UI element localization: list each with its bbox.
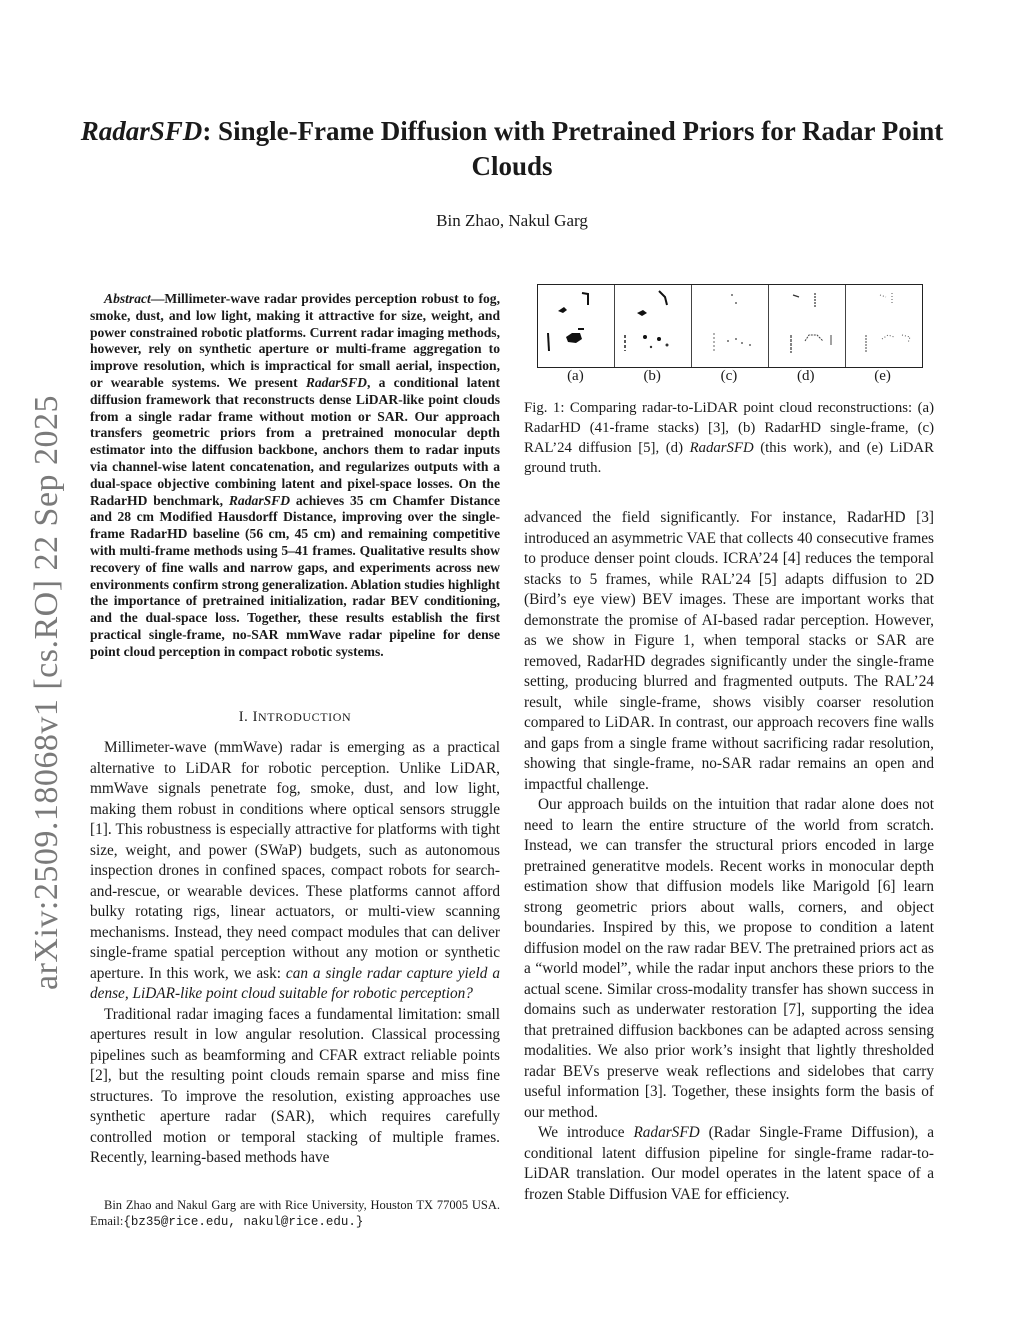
right-column-body — [524, 508, 934, 1205]
right-paragraph-3-text-1: We introduce — [538, 1124, 634, 1141]
right-paragraph-3-text-2: (Radar Single-Frame Diffusion), a conditional latent diffusion pipeline for single-frame radar-to-LiDAR translation. Our model operates in the latent space of a frozen Stable Diffusion VAE for efficiency. — [524, 1124, 935, 1203]
panel-b-point-cloud — [615, 285, 691, 367]
right-paragraph-3-method-name: RadarSFD — [633, 1124, 700, 1141]
figure-panel-b — [615, 285, 692, 367]
footnote-text: Bin Zhao and Nakul Garg are with Rice University, Houston TX 77005 USA. Email: — [90, 1198, 500, 1228]
arxiv-identifier: arXiv:2509.18068v1 [cs.RO] 22 Sep 2025 — [28, 394, 65, 990]
paper-title — [80, 114, 944, 184]
figure-1-sublabels — [537, 368, 921, 385]
sublabel-a: (a) — [567, 368, 584, 384]
intro-research-question: can a single radar capture yield a dense, LiDAR-like point cloud suitable for robotic perception? — [90, 964, 500, 1002]
panel-a-point-cloud — [538, 285, 614, 367]
figure-panel-d — [769, 285, 846, 367]
intro-paragraph-2: Traditional radar imaging faces a fundamental limitation: small apertures result in low angular resolution. Classical processing pipelines such as beamforming and CFAR extract reliable points [2], but the resulting point clouds remain sparse and miss fine structures. To improve the resolution, existing approaches use synthetic aperture radar (SAR), which requires carefully controlled motion or temporal stacking of multiple frames. Recently, learning-based methods have — [90, 1005, 500, 1166]
abstract-text-2: , a conditional latent diffusion framework that reconstructs dense LiDAR-like point clouds from a single radar frame without motion or SAR. Our approach transfers geometric priors from a pretrained monocular depth estimator into the diffusion backbone, anchors them to radar inputs via channel-wise latent concatenation, and regularizes outputs with a dual-space objective combining latent and pixel-space losses. On the RadarHD benchmark, — [90, 374, 500, 508]
panel-e-point-cloud — [846, 285, 922, 367]
caption-text-2: (this work), and (e) LiDAR ground truth. — [524, 440, 934, 476]
sublabel-b: (b) — [643, 368, 661, 384]
panel-d-point-cloud — [769, 285, 845, 367]
affiliation-footnote — [90, 1197, 500, 1230]
caption-method-name: RadarSFD — [689, 440, 754, 456]
right-paragraph-2: Our approach builds on the intuition that radar alone does not need to learn the entire structure of the world from scratch. Instead, we can transfer the structural priors encoded in large pretrained generatitve models. Recent works in monocular depth estimation show that diffusion models like Marigold [6] learn strong geometric priors about walls, corners, and object boundaries. Inspired by this, we propose to condition a latent diffusion model on the raw radar BEV. The pretrained priors act as a “world model”, while the radar input anchors these priors to the actual scene. Similar cross-modality transfer has shown success in domains such as underwater restoration [7], supporting the idea that pretrained diffusion backbones can be adapted across sensing modalities. We also prior work’s insight that lightly thresholded radar BEVs preserve weak reflections and sidelobes that carry useful information [3]. Together, these insights form the basis of our method. — [524, 796, 934, 1121]
section-first-letter: I — [252, 709, 259, 725]
section-rest-caps: NTRODUCTION — [258, 710, 352, 724]
title-rest: : Single-Frame Diffusion with Pretrained Priors for Radar Point Clouds — [202, 116, 944, 181]
figure-panel-e — [846, 285, 922, 367]
abstract-dash: — — [150, 291, 165, 306]
section-heading-introduction — [90, 709, 500, 726]
abstract-text-3: achieves 35 cm Chamfer Distance and 28 cm Modified Hausdorff Distance, improving over the single-frame RadarHD baseline (56 cm, 45 cm) and remaining competitive with multi-frame methods using 5–41 frames. Qualitative results show recovery of fine walls and narrow gaps, and experiments across new environments confirm strong generalization. Ablation studies highlight the importance of pretrained initialization, radar BEV conditioning, and the dual-space loss. Together, these results establish the first practical single-frame, no-SAR mmWave radar pipeline for dense point cloud perception in compact robotic systems. — [90, 492, 500, 659]
abstract-method-name-2: RadarSFD — [228, 492, 291, 508]
intro-paragraph-1 — [90, 738, 500, 1005]
abstract-method-name-1: RadarSFD — [305, 374, 368, 390]
sublabel-c: (c) — [720, 368, 738, 384]
right-paragraph-1: advanced the field significantly. For instance, RadarHD [3] introduced an asymmetric VAE that collects 40 consecutive frames to produce denser point clouds. ICRA’24 [4] reduces the temporal stacks to 5 frames, while RAL’24 [5] adapts diffusion to 2D (Bird’s eye view) BEV images. These are important works that demonstrate the promise of AI-based radar perception. However, as we show in Figure 1, when temporal stacks or SAR are removed, RadarHD degrades significantly under the single-frame setting, producing blurred and fragmented outputs. The RAL’24 result, while single-frame, shows visibly coarser resolution compared to LiDAR. In contrast, our approach recovers fine walls and gaps from a single frame without sacrificing radar resolution, showing that single-frame, no-SAR radar remains an open and impactful challenge. — [524, 509, 934, 793]
footnote-emails: {bz35@rice.edu, nakul@rice.edu.} — [123, 1215, 364, 1229]
section-numeral: I. — [238, 709, 253, 725]
caption-text-1: Fig. 1: Comparing radar-to-LiDAR point cloud reconstructions: (a) RadarHD (41-frame stacks) [3], (b) RadarHD single-frame, (c) RAL’24 diffusion [5], (d) — [524, 400, 934, 456]
introduction-body — [90, 738, 500, 1169]
intro-paragraph-1-text: Millimeter-wave (mmWave) radar is emerging as a practical alternative to LiDAR for robotic perception. Unlike LiDAR, mmWave signals penetrate fog, smoke, dust, and low light, making them robust in conditions where optical sensors struggle [1]. This robustness is especially attractive for platforms with tight size, weight, and power (SWaP) budgets, such as autonomous inspection drones in confined spaces, compact robots for search-and-rescue, or wearable devices. These platforms cannot afford bulky rotating rigs, linear actuators, or multi-view scanning mechanisms. Instead, they need compact modules that can deliver single-frame spatial perception without any motion or synthetic aperture. In this work, we ask: — [90, 739, 500, 982]
abstract-lead: Abstract — [104, 291, 151, 306]
figure-1-caption — [524, 398, 934, 478]
title-method-name: RadarSFD — [80, 116, 203, 146]
figure-1-panels — [537, 284, 923, 368]
abstract-text-1: Millimeter-wave radar provides perception robust to fog, smoke, dust, and low light, making it attractive for size, weight, and power constrained robotic platforms. Current radar imaging methods, however, rely on synthetic aperture or multi-frame aggregation to improve resolution, which is impractical for small aerial, inspection, or wearable systems. We present — [90, 291, 500, 390]
authors: Bin Zhao, Nakul Garg — [436, 211, 588, 230]
sublabel-d: (d) — [797, 368, 815, 384]
panel-c-point-cloud — [692, 285, 768, 367]
right-paragraph-3 — [524, 1123, 934, 1205]
abstract — [90, 291, 500, 661]
figure-panel-c — [692, 285, 769, 367]
figure-panel-a — [538, 285, 615, 367]
sublabel-e: (e) — [874, 368, 891, 384]
